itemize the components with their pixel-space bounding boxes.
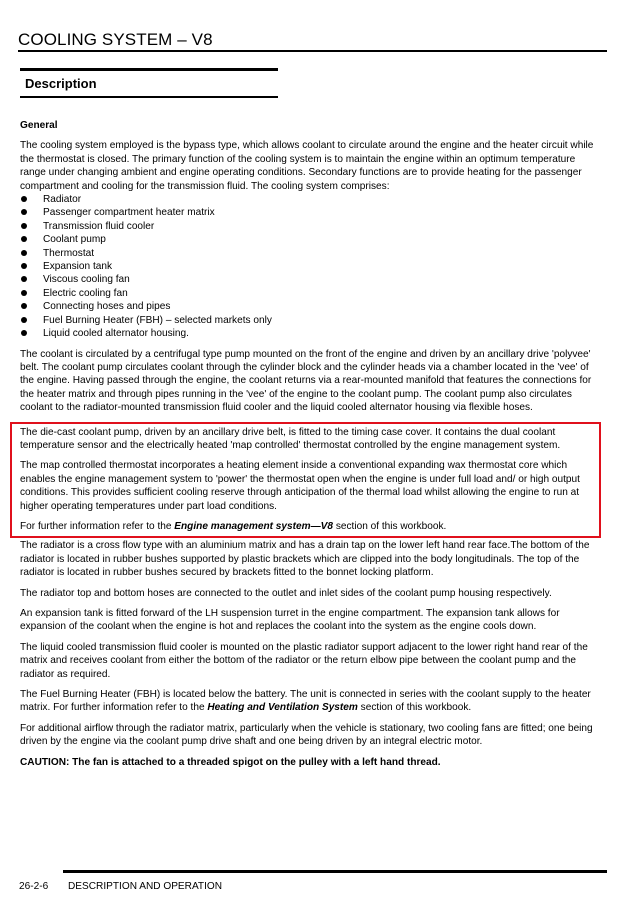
list-item xyxy=(20,287,595,300)
list-item xyxy=(20,314,595,327)
header-rule xyxy=(18,50,607,52)
list-item-label: Thermostat xyxy=(43,247,95,259)
list-item-label: Fuel Burning Heater (FBH) – selected markets only xyxy=(43,314,272,326)
caution-note: CAUTION: The fan is attached to a threaded spigot on the pulley with a left hand thread. xyxy=(20,756,441,768)
bullet-icon xyxy=(21,330,27,336)
coolant-pump-paragraph: The die-cast coolant pump, driven by an ancillary drive belt, is fitted to the timing case cover. It contains the dual coolant temperature sensor and the electrically heated 'map controlled' thermostat controlled by the engine management system. xyxy=(20,426,561,451)
page-number: 26-2-6 xyxy=(19,881,49,892)
section-rule-bottom xyxy=(20,96,278,98)
list-item-label: Electric cooling fan xyxy=(43,287,128,299)
bullet-icon xyxy=(21,196,27,202)
bullet-icon xyxy=(21,317,27,323)
list-item xyxy=(20,300,595,313)
list-item xyxy=(20,273,595,286)
components-list xyxy=(20,193,595,340)
footer-section-title: DESCRIPTION AND OPERATION xyxy=(68,881,223,892)
list-item xyxy=(20,193,595,206)
bullet-icon xyxy=(21,223,27,229)
list-item-label: Coolant pump xyxy=(43,234,106,246)
bullet-icon xyxy=(21,209,27,215)
bullet-icon xyxy=(21,276,27,282)
list-item xyxy=(20,206,595,219)
hoses-paragraph: The radiator top and bottom hoses are connected to the outlet and inlet sides of the coolant pump housing respectively. xyxy=(20,587,552,599)
page-title: COOLING SYSTEM – V8 xyxy=(18,30,213,49)
bullet-icon xyxy=(21,263,27,269)
footer-rule xyxy=(63,870,607,873)
general-heading: General xyxy=(20,120,58,131)
list-item-label: Passenger compartment heater matrix xyxy=(43,207,215,219)
cooling-fans-paragraph: For additional airflow through the radiator matrix, particularly when the vehicle is stationary, two cooling fans are fitted; one being driven by the engine via the coolant pump drive shaft and one being driven by an integral electric motor. xyxy=(20,722,593,748)
section-heading-box xyxy=(20,68,278,98)
list-item-label: Radiator xyxy=(43,194,82,206)
list-item xyxy=(20,327,595,340)
engine-management-reference xyxy=(20,520,593,533)
list-item xyxy=(20,247,595,260)
list-item-label: Liquid cooled alternator housing. xyxy=(43,328,189,340)
reference-prefix: For further information refer to the xyxy=(20,520,175,532)
list-item xyxy=(20,220,595,233)
reference-suffix: section of this workbook. xyxy=(333,520,447,532)
list-item xyxy=(20,260,595,273)
list-item-label: Viscous cooling fan xyxy=(43,274,130,286)
expansion-tank-paragraph: An expansion tank is fitted forward of the LH suspension turret in the engine compartment. The expansion tank allows for expansion of the coolant when the engine is hot and replaces the coolant into the system as the engine cools down. xyxy=(20,608,560,633)
fbh-text: The Fuel Burning Heater (FBH) is located below the battery. The unit is connected in series with the coolant supply to the heater matrix. For further information refer to the xyxy=(20,689,591,714)
thermostat-paragraph: The map controlled thermostat incorporates a heating element inside a conventional expanding wax thermostat core which enables the engine management system to 'power' the thermostat open when the engine is under full load and/ or high output conditions. This provides sufficient cooling reserve through anticipation of the thermal load whilst allowing the engine to run at higher operating temperatures under part load conditions. xyxy=(20,460,580,512)
bullet-icon xyxy=(21,290,27,296)
document-body xyxy=(20,119,595,776)
list-item-label: Connecting hoses and pipes xyxy=(43,301,171,313)
fbh-paragraph xyxy=(20,688,595,715)
bullet-icon xyxy=(21,236,27,242)
general-intro: The cooling system employed is the bypass type, which allows coolant to circulate around the engine and the heater circuit while the thermostat is closed. The primary function of the cooling system is to maintain the engine within an optimum temperature range under changing ambient and engine operating conditions. Secondary functions are to provide heating for the passenger compartment and cooling for the transmission fluid. The cooling system comprises: xyxy=(20,140,594,192)
list-item-label: Expansion tank xyxy=(43,261,113,273)
transmission-cooler-paragraph: The liquid cooled transmission fluid cooler is mounted on the plastic radiator support adjacent to the lower right hand rear of the matrix and receives coolant from either the bottom of the radiator or the return elbow pipe between the coolant pump and the radiator as required. xyxy=(20,641,588,680)
section-title: Description xyxy=(25,76,97,91)
circulation-paragraph: The coolant is circulated by a centrifugal type pump mounted on the front of the engine and driven by an ancillary drive 'polyvee' belt. The coolant pump circulates coolant through the cylinder block and the cylinder heads via a chamber located in the 'vee' of the engine. Having passed through the engine, the coolant returns via a rear-mounted manifold that features the connections for the heater matrix and through pipes running in the 'vee' of the engine to the coolant pump. The coolant pump also circulates coolant to the radiator-mounted transmission fluid cooler and the liquid cooled alternator housing via flexible hoses. xyxy=(20,348,592,414)
heating-ventilation-link[interactable]: Heating and Ventilation System xyxy=(207,702,358,714)
list-item xyxy=(20,233,595,246)
list-item-label: Transmission fluid cooler xyxy=(43,220,155,232)
fbh-suffix: section of this workbook. xyxy=(357,702,472,714)
highlighted-block xyxy=(10,422,601,539)
radiator-paragraph: The radiator is a cross flow type with an aluminium matrix and has a drain tap on the lower left hand rear face.The bottom of the radiator is located in rubber bushes supported by plastic brackets which are clipped into the body longitudinals. The top of the radiator is located in rubber bushes secured by brackets fitted to the bonnet locking platform. xyxy=(20,540,590,579)
section-rule-top xyxy=(20,68,278,71)
bullet-icon xyxy=(21,250,27,256)
bullet-icon xyxy=(21,303,27,309)
engine-management-link[interactable]: Engine management system—V8 xyxy=(174,520,334,532)
